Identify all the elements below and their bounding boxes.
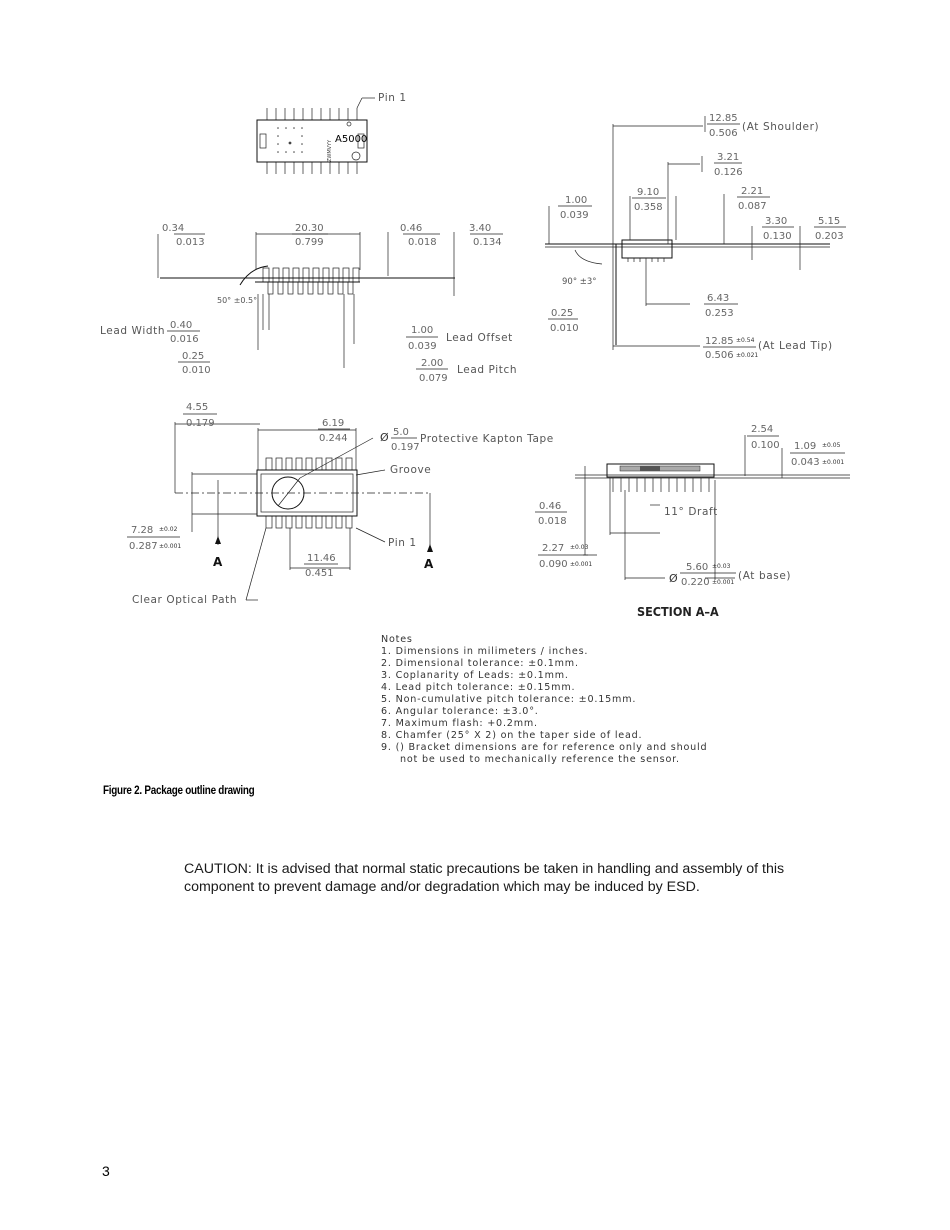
svg-text:0.197: 0.197 — [391, 442, 420, 453]
svg-text:(At base): (At base) — [738, 570, 792, 582]
svg-text:5.15: 5.15 — [818, 216, 841, 227]
svg-text:Clear Optical Path: Clear Optical Path — [132, 594, 238, 606]
svg-text:0.25: 0.25 — [551, 308, 574, 319]
section-view — [535, 424, 850, 619]
date-code: ZWMVYY — [327, 139, 333, 162]
svg-text:12.85: 12.85 — [709, 113, 738, 124]
svg-text:2.27: 2.27 — [542, 543, 565, 554]
chip-marking: A5000 — [335, 134, 368, 145]
svg-text:0.358: 0.358 — [634, 202, 663, 213]
side-view — [545, 113, 846, 361]
svg-text:±0.001: ±0.001 — [570, 561, 593, 568]
svg-text:0.039: 0.039 — [408, 341, 437, 352]
svg-text:11° Draft: 11° Draft — [664, 506, 718, 518]
svg-text:±0.02: ±0.02 — [159, 526, 178, 533]
svg-text:0.287: 0.287 — [129, 541, 158, 552]
svg-text:4. Lead pitch tolerance: ±0.15: 4. Lead pitch tolerance: ±0.15mm. — [381, 682, 576, 693]
svg-text:0.506: 0.506 — [709, 128, 738, 139]
svg-text:Groove: Groove — [390, 464, 432, 476]
svg-text:2. Dimensional tolerance: ±0.1: 2. Dimensional tolerance: ±0.1mm. — [381, 658, 579, 669]
svg-text:0.090: 0.090 — [539, 559, 568, 570]
svg-text:±0.021: ±0.021 — [736, 352, 759, 359]
bottom-view — [127, 402, 554, 606]
svg-text:0.016: 0.016 — [170, 334, 199, 345]
svg-text:3.21: 3.21 — [717, 152, 740, 163]
svg-text:6.43: 6.43 — [707, 293, 730, 304]
svg-text:3.30: 3.30 — [765, 216, 788, 227]
svg-text:0.087: 0.087 — [738, 201, 767, 212]
caution-text: CAUTION: It is advised that normal static precautions be taken in handling and assembly of this component to prevent damage and/or degradation which may be induced by ESD. — [184, 861, 785, 895]
section-title: SECTION A–A — [637, 604, 719, 620]
svg-text:0.506: 0.506 — [705, 350, 734, 361]
svg-text:2.54: 2.54 — [751, 424, 774, 435]
svg-text:1.00: 1.00 — [411, 325, 434, 336]
notes — [381, 634, 707, 765]
front-view — [100, 223, 517, 384]
svg-text:0.25: 0.25 — [182, 351, 205, 362]
svg-text:9. () Bracket dimensions are f: 9. () Bracket dimensions are for reference only and should — [381, 742, 708, 753]
svg-text:9.10: 9.10 — [637, 187, 660, 198]
lead-width-label: Lead Width — [100, 325, 166, 337]
svg-text:0.018: 0.018 — [538, 516, 567, 527]
svg-text:0.100: 0.100 — [751, 440, 780, 451]
svg-text:7. Maximum flash: +0.2mm.: 7. Maximum flash: +0.2mm. — [381, 718, 538, 729]
svg-text:Lead Pitch: Lead Pitch — [457, 364, 518, 376]
svg-text:2.21: 2.21 — [741, 186, 764, 197]
svg-text:5. Non-cumulative pitch tolera: 5. Non-cumulative pitch tolerance: ±0.15mm. — [381, 694, 637, 705]
svg-text:Pin 1: Pin 1 — [388, 537, 417, 549]
svg-text:6.19: 6.19 — [322, 418, 345, 429]
svg-text:0.220: 0.220 — [681, 577, 710, 588]
svg-text:0.039: 0.039 — [560, 210, 589, 221]
svg-text:1.00: 1.00 — [565, 195, 588, 206]
angle-50: 50° ±0.5° — [217, 296, 258, 305]
svg-text:±0.001: ±0.001 — [712, 579, 735, 586]
svg-text:not be used to mechanically re: not be used to mechanically reference the sensor. — [400, 754, 680, 765]
svg-text:Protective Kapton Tape: Protective Kapton Tape — [420, 433, 554, 445]
page-number: 3 — [102, 1163, 110, 1179]
svg-text:0.203: 0.203 — [815, 231, 844, 242]
svg-text:(At Lead Tip): (At Lead Tip) — [758, 340, 833, 352]
svg-text:0.179: 0.179 — [186, 418, 215, 429]
svg-text:2.00: 2.00 — [421, 358, 444, 369]
svg-text:Notes: Notes — [381, 634, 413, 645]
svg-text:0.013: 0.013 — [176, 237, 205, 248]
svg-text:±0.54: ±0.54 — [736, 337, 755, 344]
svg-text:0.40: 0.40 — [170, 320, 193, 331]
svg-text:0.010: 0.010 — [182, 365, 211, 376]
svg-text:7.28: 7.28 — [131, 525, 154, 536]
svg-text:90° ±3°: 90° ±3° — [562, 277, 597, 287]
svg-text:0.253: 0.253 — [705, 308, 734, 319]
svg-text:5.60: 5.60 — [686, 562, 709, 573]
svg-text:Ø: Ø — [380, 431, 389, 444]
svg-text:0.130: 0.130 — [763, 231, 792, 242]
svg-text:Lead Offset: Lead Offset — [446, 332, 513, 344]
svg-text:0.799: 0.799 — [295, 237, 324, 248]
svg-text:6. Angular tolerance: ±3.0°.: 6. Angular tolerance: ±3.0°. — [381, 706, 539, 717]
svg-text:±0.001: ±0.001 — [822, 459, 845, 466]
svg-text:±0.03: ±0.03 — [712, 563, 731, 570]
svg-text:0.079: 0.079 — [419, 373, 448, 384]
svg-text:0.018: 0.018 — [408, 237, 437, 248]
figure-caption: Figure 2. Package outline drawing — [103, 785, 255, 797]
svg-text:8. Chamfer (25° X 2) on the ta: 8. Chamfer (25° X 2) on the taper side of lead. — [381, 730, 643, 741]
svg-text:0.126: 0.126 — [714, 167, 743, 178]
svg-text:5.0: 5.0 — [393, 427, 409, 438]
pin1-label-top: Pin 1 — [378, 92, 407, 104]
svg-text:0.134: 0.134 — [473, 237, 502, 248]
svg-text:0.46: 0.46 — [400, 223, 423, 234]
svg-text:±0.001: ±0.001 — [159, 543, 182, 550]
svg-text:12.85: 12.85 — [705, 336, 734, 347]
section-marker-right: A — [424, 557, 434, 571]
svg-text:3.40: 3.40 — [469, 223, 492, 234]
top-view — [257, 92, 407, 174]
svg-text:0.34: 0.34 — [162, 223, 185, 234]
svg-text:3. Coplanarity of Leads: ±0.1m: 3. Coplanarity of Leads: ±0.1mm. — [381, 670, 569, 681]
svg-text:0.451: 0.451 — [305, 568, 334, 579]
svg-text:11.46: 11.46 — [307, 553, 336, 564]
svg-text:1.09: 1.09 — [794, 441, 817, 452]
svg-text:1. Dimensions in milimeters /: 1. Dimensions in milimeters / inches. — [381, 646, 589, 657]
svg-text:0.010: 0.010 — [550, 323, 579, 334]
svg-text:20.30: 20.30 — [295, 223, 324, 234]
svg-text:(At Shoulder): (At Shoulder) — [742, 121, 820, 133]
section-marker-left: A — [213, 555, 223, 569]
svg-text:0.244: 0.244 — [319, 433, 348, 444]
svg-text:±0.03: ±0.03 — [570, 544, 589, 551]
svg-text:±0.05: ±0.05 — [822, 442, 841, 449]
svg-text:Ø: Ø — [669, 572, 678, 585]
svg-text:0.043: 0.043 — [791, 457, 820, 468]
svg-text:0.46: 0.46 — [539, 501, 562, 512]
svg-text:4.55: 4.55 — [186, 402, 209, 413]
